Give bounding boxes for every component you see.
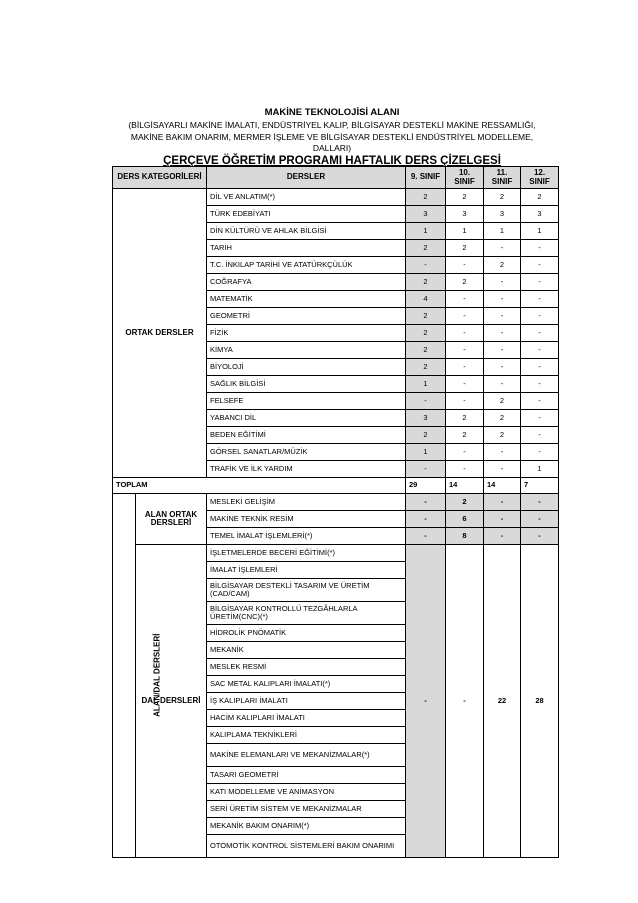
course-name: MESLEK RESMİ xyxy=(207,659,406,676)
hours-cell: - xyxy=(484,376,521,393)
weekly-course-schedule-table xyxy=(112,166,559,858)
course-name: YABANCI DİL xyxy=(207,410,406,427)
hours-cell: - xyxy=(484,240,521,257)
course-name: KATI MODELLEME VE ANİMASYON xyxy=(207,784,406,801)
table-title: ÇERÇEVE ÖĞRETİM PROGRAMI HAFTALIK DERS ÇİZELGESİ xyxy=(163,155,501,167)
hours-cell: 2 xyxy=(446,427,484,444)
course-name: BEDEN EĞİTİMİ xyxy=(207,427,406,444)
header-grade-11: 11. SINIF xyxy=(484,167,521,189)
area-common-course-row xyxy=(113,494,559,511)
hours-cell: - xyxy=(521,410,559,427)
common-course-row xyxy=(113,189,559,206)
hours-cell: 2 xyxy=(521,189,559,206)
header-grade-10: 10. SINIF xyxy=(446,167,484,189)
branch-category: DAL DERSLERİ xyxy=(136,545,207,858)
hours-cell: 3 xyxy=(484,206,521,223)
branch-total-hours-cell: - xyxy=(446,545,484,858)
hours-cell: 2 xyxy=(446,494,484,511)
hours-cell: - xyxy=(484,274,521,291)
hours-cell: - xyxy=(521,359,559,376)
course-name: TÜRK EDEBİYATI xyxy=(207,206,406,223)
hours-cell: 1 xyxy=(446,223,484,240)
course-name: BİLGİSAYAR DESTEKLİ TASARIM VE ÜRETİM (CAD/CAM) xyxy=(207,579,406,602)
course-name: GEOMETRİ xyxy=(207,308,406,325)
hours-cell: - xyxy=(521,393,559,410)
area-common-category: ALAN ORTAK DERSLERİ xyxy=(136,494,207,545)
hours-cell: 2 xyxy=(484,410,521,427)
hours-cell: - xyxy=(521,325,559,342)
course-name: DİN KÜLTÜRÜ VE AHLAK BİLGİSİ xyxy=(207,223,406,240)
course-name: TRAFİK VE İLK YARDIM xyxy=(207,461,406,478)
course-name: MESLEKİ GELİŞİM xyxy=(207,494,406,511)
hours-cell: - xyxy=(484,511,521,528)
branch-course-row xyxy=(113,545,559,562)
hours-cell: - xyxy=(521,444,559,461)
hours-cell: - xyxy=(521,511,559,528)
hours-cell: - xyxy=(521,274,559,291)
hours-cell: - xyxy=(446,376,484,393)
hours-cell: - xyxy=(406,257,446,274)
hours-cell: - xyxy=(406,393,446,410)
total-hours-cell: 29 xyxy=(406,478,446,494)
hours-cell: 2 xyxy=(406,427,446,444)
course-name: İMALAT İŞLEMLERİ xyxy=(207,562,406,579)
hours-cell: - xyxy=(446,461,484,478)
course-name: TARİH xyxy=(207,240,406,257)
hours-cell: - xyxy=(521,376,559,393)
course-name: SERİ ÜRETİM SİSTEM VE MEKANİZMALAR xyxy=(207,801,406,818)
hours-cell: - xyxy=(521,528,559,545)
hours-cell: 2 xyxy=(406,240,446,257)
hours-cell: - xyxy=(406,511,446,528)
hours-cell: 3 xyxy=(521,206,559,223)
branch-total-hours-cell: 22 xyxy=(484,545,521,858)
hours-cell: - xyxy=(484,528,521,545)
course-name: İŞLETMELERDE BECERİ EĞİTİMİ(*) xyxy=(207,545,406,562)
total-row xyxy=(113,478,559,494)
hours-cell: - xyxy=(446,444,484,461)
hours-cell: 2 xyxy=(406,274,446,291)
hours-cell: 2 xyxy=(446,189,484,206)
course-name: MEKANİK BAKIM ONARIM(*) xyxy=(207,818,406,835)
course-name: FİZİK xyxy=(207,325,406,342)
course-name: BİYOLOJİ xyxy=(207,359,406,376)
hours-cell: 1 xyxy=(406,223,446,240)
course-name: MATEMATİK xyxy=(207,291,406,308)
hours-cell: - xyxy=(521,342,559,359)
hours-cell: - xyxy=(484,325,521,342)
hours-cell: - xyxy=(406,494,446,511)
total-label: TOPLAM xyxy=(113,478,406,494)
course-name: SAC METAL KALIPLARI İMALATI(*) xyxy=(207,676,406,693)
hours-cell: 2 xyxy=(406,189,446,206)
hours-cell: 1 xyxy=(521,461,559,478)
hours-cell: 4 xyxy=(406,291,446,308)
course-name: MAKİNE ELEMANLARI VE MEKANİZMALAR(*) xyxy=(207,744,406,767)
hours-cell: 1 xyxy=(406,376,446,393)
page-subtitle: (BİLGİSAYARLI MAKİNE İMALATI, ENDÜSTRİYEL KALIP, BİLGİSAYAR DESTEKLİ MAKİNE RESSAMLIĞI, MAKİNE BAKIM ONARIM, MERMER İŞLEME VE BİLGİSAYAR DESTEKLİ ENDÜSTRİYEL MODELLEME, DALLARI) xyxy=(128,120,536,153)
hours-cell: - xyxy=(521,257,559,274)
hours-cell: - xyxy=(406,461,446,478)
total-hours-cell: 14 xyxy=(446,478,484,494)
hours-cell: - xyxy=(446,291,484,308)
hours-cell: - xyxy=(484,359,521,376)
hours-cell: - xyxy=(521,291,559,308)
header-category: DERS KATEGORİLERİ xyxy=(113,167,207,189)
hours-cell: 1 xyxy=(484,223,521,240)
hours-cell: 2 xyxy=(406,308,446,325)
course-name: MAKİNE TEKNİK RESİM xyxy=(207,511,406,528)
header-grade-12: 12. SINIF xyxy=(521,167,559,189)
branch-total-hours-cell: - xyxy=(406,545,446,858)
course-name: T.C. İNKILAP TARİHİ VE ATATÜRKÇÜLÜK xyxy=(207,257,406,274)
hours-cell: - xyxy=(521,240,559,257)
hours-cell: 2 xyxy=(406,359,446,376)
table-body xyxy=(113,167,559,858)
course-name: KALIPLAMA TEKNİKLERİ xyxy=(207,727,406,744)
hours-cell: - xyxy=(484,444,521,461)
course-name: FELSEFE xyxy=(207,393,406,410)
course-name: KİMYA xyxy=(207,342,406,359)
hours-cell: - xyxy=(521,308,559,325)
course-name: DİL VE ANLATIM(*) xyxy=(207,189,406,206)
hours-cell: 6 xyxy=(446,511,484,528)
hours-cell: - xyxy=(484,461,521,478)
page-title: MAKİNE TEKNOLOJİSİ ALANI xyxy=(264,107,400,118)
total-hours-cell: 14 xyxy=(484,478,521,494)
hours-cell: - xyxy=(521,427,559,444)
hours-cell: 2 xyxy=(446,274,484,291)
course-name: GÖRSEL SANATLAR/MÜZİK xyxy=(207,444,406,461)
hours-cell: - xyxy=(406,528,446,545)
hours-cell: 3 xyxy=(446,206,484,223)
course-name: TEMEL İMALAT İŞLEMLERİ(*) xyxy=(207,528,406,545)
branch-total-hours-cell: 28 xyxy=(521,545,559,858)
hours-cell: - xyxy=(484,494,521,511)
course-name: BİLGİSAYAR KONTROLLÜ TEZGÂHLARLA ÜRETİM(CNC)(*) xyxy=(207,602,406,625)
hours-cell: - xyxy=(446,393,484,410)
hours-cell: 2 xyxy=(484,393,521,410)
course-name: SAĞLIK BİLGİSİ xyxy=(207,376,406,393)
hours-cell: - xyxy=(484,342,521,359)
hours-cell: 1 xyxy=(406,444,446,461)
hours-cell: 2 xyxy=(406,342,446,359)
hours-cell: - xyxy=(446,359,484,376)
header-grade-9: 9. SINIF xyxy=(406,167,446,189)
hours-cell: - xyxy=(484,291,521,308)
area-branch-category xyxy=(113,494,162,858)
header-courses: DERSLER xyxy=(207,167,406,189)
hours-cell: 2 xyxy=(484,427,521,444)
hours-cell: 3 xyxy=(406,410,446,427)
hours-cell: 2 xyxy=(446,410,484,427)
total-hours-cell: 7 xyxy=(521,478,559,494)
course-name: COĞRAFYA xyxy=(207,274,406,291)
course-name: İŞ KALIPLARI İMALATI xyxy=(207,693,406,710)
hours-cell: 2 xyxy=(406,325,446,342)
hours-cell: 2 xyxy=(446,240,484,257)
hours-cell: - xyxy=(446,257,484,274)
header-row xyxy=(113,167,559,189)
course-name: HİDROLİK PNÖMATİK xyxy=(207,625,406,642)
hours-cell: 8 xyxy=(446,528,484,545)
hours-cell: - xyxy=(446,308,484,325)
hours-cell: 2 xyxy=(484,189,521,206)
course-name: OTOMOTİK KONTROL SİSTEMLERİ BAKIM ONARIMI xyxy=(207,835,406,858)
area-branch-vertical-label: ALAN/DAL DERSLERİ xyxy=(152,633,162,718)
course-name: TASARI GEOMETRİ xyxy=(207,767,406,784)
hours-cell: - xyxy=(446,325,484,342)
course-name: MEKANİK xyxy=(207,642,406,659)
hours-cell: 1 xyxy=(521,223,559,240)
course-name: HACİM KALIPLARI İMALATI xyxy=(207,710,406,727)
hours-cell: 2 xyxy=(484,257,521,274)
hours-cell: 3 xyxy=(406,206,446,223)
hours-cell: - xyxy=(484,308,521,325)
hours-cell: - xyxy=(521,494,559,511)
common-courses-category: ORTAK DERSLER xyxy=(113,189,207,478)
hours-cell: - xyxy=(446,342,484,359)
